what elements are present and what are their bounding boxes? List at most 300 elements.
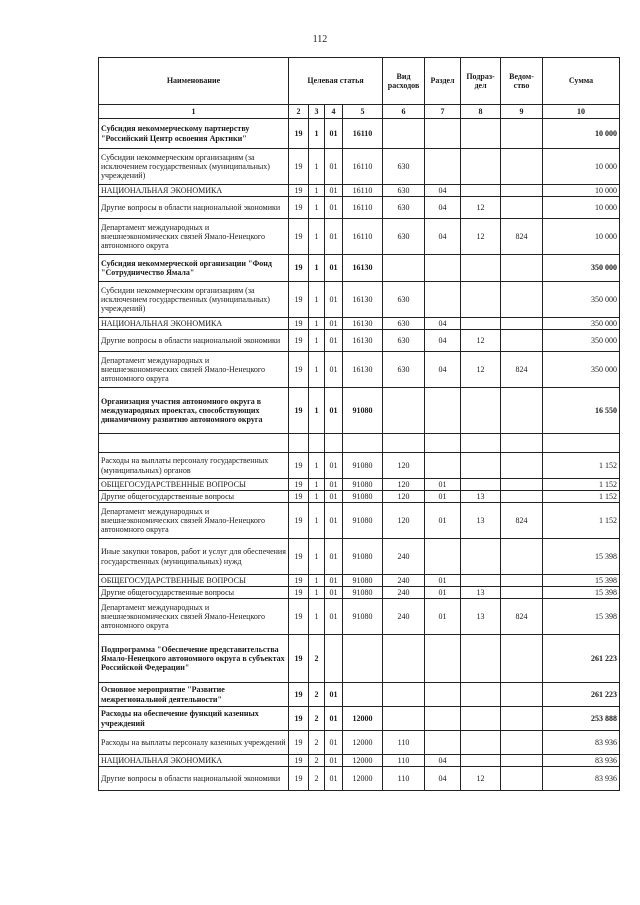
header-expense-type: Вид расходов xyxy=(383,58,425,105)
row-expense-type: 120 xyxy=(383,491,425,503)
row-dept: 824 xyxy=(501,599,543,635)
row-sum: 16 550 xyxy=(543,388,620,434)
row-activity: 01 xyxy=(325,575,343,587)
row-program: 19 xyxy=(289,503,309,539)
row-dept xyxy=(501,282,543,318)
row-section: 04 xyxy=(425,767,461,791)
row-activity: 01 xyxy=(325,255,343,282)
row-subprogram: 1 xyxy=(309,185,325,197)
row-sum: 350 000 xyxy=(543,318,620,330)
table-row xyxy=(99,197,620,219)
header-dept: Ведом- ство xyxy=(501,58,543,105)
row-name: Расходы на выплаты персоналу казенных учреждений xyxy=(99,731,289,755)
column-number: 10 xyxy=(543,105,620,119)
row-subsection xyxy=(461,318,501,330)
row-expense-type xyxy=(383,255,425,282)
row-sum: 261 223 xyxy=(543,683,620,707)
row-program: 19 xyxy=(289,575,309,587)
row-activity: 01 xyxy=(325,539,343,575)
row-section xyxy=(425,149,461,185)
row-dept xyxy=(501,755,543,767)
row-sum: 253 888 xyxy=(543,707,620,731)
row-program: 19 xyxy=(289,149,309,185)
row-expense-type xyxy=(383,388,425,434)
row-expense-type: 630 xyxy=(383,185,425,197)
row-section: 04 xyxy=(425,318,461,330)
row-direction: 91080 xyxy=(343,388,383,434)
row-program xyxy=(289,434,309,453)
row-name: Субсидия некоммерческой организации "Фонд "Сотрудничество Ямала" xyxy=(99,255,289,282)
row-activity: 01 xyxy=(325,453,343,479)
row-activity: 01 xyxy=(325,599,343,635)
row-direction: 91080 xyxy=(343,599,383,635)
row-direction: 16130 xyxy=(343,330,383,352)
row-program: 19 xyxy=(289,767,309,791)
row-name: Департамент международных и внешнеэкономических связей Ямало-Ненецкого автономного округа xyxy=(99,352,289,388)
row-section xyxy=(425,707,461,731)
table-row xyxy=(99,503,620,539)
row-program: 19 xyxy=(289,119,309,149)
row-sum: 83 936 xyxy=(543,731,620,755)
row-name: ОБЩЕГОСУДАРСТВЕННЫЕ ВОПРОСЫ xyxy=(99,575,289,587)
row-direction: 91080 xyxy=(343,453,383,479)
page-number: 112 xyxy=(312,34,328,45)
row-dept xyxy=(501,453,543,479)
row-expense-type: 630 xyxy=(383,330,425,352)
row-expense-type: 630 xyxy=(383,282,425,318)
row-direction xyxy=(343,635,383,683)
row-subsection: 12 xyxy=(461,197,501,219)
row-section: 01 xyxy=(425,491,461,503)
column-number: 6 xyxy=(383,105,425,119)
row-section: 04 xyxy=(425,352,461,388)
row-expense-type: 240 xyxy=(383,599,425,635)
row-direction: 12000 xyxy=(343,707,383,731)
row-program: 19 xyxy=(289,491,309,503)
row-name: Другие вопросы в области национальной экономики xyxy=(99,197,289,219)
row-dept xyxy=(501,539,543,575)
row-dept xyxy=(501,388,543,434)
table-row xyxy=(99,185,620,197)
row-subprogram: 2 xyxy=(309,755,325,767)
row-expense-type: 110 xyxy=(383,767,425,791)
row-program: 19 xyxy=(289,185,309,197)
row-activity: 01 xyxy=(325,491,343,503)
row-expense-type xyxy=(383,683,425,707)
row-name xyxy=(99,434,289,453)
row-subsection xyxy=(461,434,501,453)
row-direction: 12000 xyxy=(343,767,383,791)
row-direction: 91080 xyxy=(343,539,383,575)
row-subsection xyxy=(461,683,501,707)
table-row xyxy=(99,352,620,388)
table-row xyxy=(99,388,620,434)
row-subsection xyxy=(461,282,501,318)
row-name: Другие вопросы в области национальной экономики xyxy=(99,330,289,352)
row-subsection xyxy=(461,635,501,683)
row-name: Расходы на выплаты персоналу государственных (муниципальных) органов xyxy=(99,453,289,479)
row-subprogram: 1 xyxy=(309,282,325,318)
row-expense-type: 110 xyxy=(383,731,425,755)
row-name: Департамент международных и внешнеэкономических связей Ямало-Ненецкого автономного округа xyxy=(99,503,289,539)
row-section: 01 xyxy=(425,503,461,539)
row-subprogram: 1 xyxy=(309,453,325,479)
row-name: Департамент международных и внешнеэкономических связей Ямало-Ненецкого автономного округа xyxy=(99,599,289,635)
row-program: 19 xyxy=(289,635,309,683)
table-row xyxy=(99,599,620,635)
row-activity: 01 xyxy=(325,767,343,791)
row-sum: 15 398 xyxy=(543,539,620,575)
row-direction: 16110 xyxy=(343,219,383,255)
row-program: 19 xyxy=(289,388,309,434)
row-section xyxy=(425,255,461,282)
row-section: 04 xyxy=(425,755,461,767)
row-program: 19 xyxy=(289,707,309,731)
header-row xyxy=(99,58,620,105)
row-section xyxy=(425,119,461,149)
budget-table xyxy=(98,57,620,791)
row-dept: 824 xyxy=(501,219,543,255)
header-name: Наименование xyxy=(99,58,289,105)
column-number: 9 xyxy=(501,105,543,119)
row-direction: 91080 xyxy=(343,575,383,587)
row-activity: 01 xyxy=(325,587,343,599)
row-dept xyxy=(501,575,543,587)
row-program: 19 xyxy=(289,330,309,352)
row-direction: 16110 xyxy=(343,185,383,197)
row-activity xyxy=(325,434,343,453)
row-section: 04 xyxy=(425,185,461,197)
row-subsection xyxy=(461,453,501,479)
table-row xyxy=(99,453,620,479)
row-direction: 16130 xyxy=(343,352,383,388)
row-section: 01 xyxy=(425,575,461,587)
row-subprogram: 1 xyxy=(309,197,325,219)
row-sum: 10 000 xyxy=(543,197,620,219)
row-expense-type: 630 xyxy=(383,318,425,330)
row-sum: 350 000 xyxy=(543,282,620,318)
row-expense-type: 630 xyxy=(383,197,425,219)
row-direction xyxy=(343,683,383,707)
row-program: 19 xyxy=(289,318,309,330)
row-section xyxy=(425,731,461,755)
row-dept xyxy=(501,707,543,731)
row-subsection xyxy=(461,731,501,755)
row-subprogram: 1 xyxy=(309,318,325,330)
row-subprogram: 1 xyxy=(309,479,325,491)
row-subsection xyxy=(461,575,501,587)
row-name: Другие общегосударственные вопросы xyxy=(99,491,289,503)
row-expense-type xyxy=(383,434,425,453)
row-subprogram: 2 xyxy=(309,683,325,707)
table-row xyxy=(99,119,620,149)
row-name: Другие вопросы в области национальной экономики xyxy=(99,767,289,791)
row-sum: 10 000 xyxy=(543,119,620,149)
row-dept xyxy=(501,197,543,219)
row-sum: 15 398 xyxy=(543,599,620,635)
row-direction: 91080 xyxy=(343,479,383,491)
header-target: Целевая статья xyxy=(289,58,383,105)
row-subsection xyxy=(461,539,501,575)
table-row xyxy=(99,330,620,352)
row-program: 19 xyxy=(289,683,309,707)
row-name: НАЦИОНАЛЬНАЯ ЭКОНОМИКА xyxy=(99,755,289,767)
row-section xyxy=(425,453,461,479)
row-dept: 824 xyxy=(501,503,543,539)
table-row xyxy=(99,219,620,255)
row-subprogram: 1 xyxy=(309,491,325,503)
row-subprogram: 1 xyxy=(309,352,325,388)
row-sum: 10 000 xyxy=(543,149,620,185)
row-direction xyxy=(343,434,383,453)
row-direction: 16110 xyxy=(343,149,383,185)
table-row xyxy=(99,282,620,318)
row-subsection: 13 xyxy=(461,599,501,635)
row-activity: 01 xyxy=(325,282,343,318)
table-row xyxy=(99,479,620,491)
table-row xyxy=(99,683,620,707)
row-name: НАЦИОНАЛЬНАЯ ЭКОНОМИКА xyxy=(99,318,289,330)
row-activity: 01 xyxy=(325,197,343,219)
row-activity: 01 xyxy=(325,352,343,388)
table-row xyxy=(99,491,620,503)
row-subprogram: 1 xyxy=(309,219,325,255)
table-row xyxy=(99,318,620,330)
row-activity: 01 xyxy=(325,479,343,491)
row-program: 19 xyxy=(289,453,309,479)
row-activity: 01 xyxy=(325,149,343,185)
row-subprogram: 1 xyxy=(309,330,325,352)
row-expense-type: 240 xyxy=(383,539,425,575)
row-section: 04 xyxy=(425,330,461,352)
row-expense-type: 120 xyxy=(383,453,425,479)
row-direction: 16130 xyxy=(343,318,383,330)
row-section: 04 xyxy=(425,219,461,255)
column-number-row xyxy=(99,105,620,119)
row-section: 01 xyxy=(425,599,461,635)
row-name: Основное мероприятие "Развитие межрегиональной деятельности" xyxy=(99,683,289,707)
row-subprogram: 1 xyxy=(309,575,325,587)
row-dept xyxy=(501,479,543,491)
table-row xyxy=(99,539,620,575)
row-program: 19 xyxy=(289,731,309,755)
row-subsection xyxy=(461,149,501,185)
row-expense-type: 240 xyxy=(383,575,425,587)
table-row xyxy=(99,587,620,599)
row-direction: 12000 xyxy=(343,731,383,755)
row-name: Субсидии некоммерческим организациям (за исключением государственных (муниципальных) учреждений) xyxy=(99,149,289,185)
row-name: Организация участия автономного округа в международных проектах, способствующих динамичному развитию автономного округа xyxy=(99,388,289,434)
row-activity: 01 xyxy=(325,503,343,539)
row-subprogram: 1 xyxy=(309,388,325,434)
row-program: 19 xyxy=(289,479,309,491)
row-subsection: 12 xyxy=(461,352,501,388)
row-name: Подпрограмма "Обеспечение представительства Ямало-Ненецкого автономного округа в субъектах Российской Федерации" xyxy=(99,635,289,683)
row-sum: 1 152 xyxy=(543,491,620,503)
row-program: 19 xyxy=(289,755,309,767)
row-sum: 83 936 xyxy=(543,767,620,791)
row-subprogram: 1 xyxy=(309,503,325,539)
row-activity: 01 xyxy=(325,755,343,767)
row-dept xyxy=(501,683,543,707)
row-section: 01 xyxy=(425,587,461,599)
row-section: 04 xyxy=(425,197,461,219)
row-dept xyxy=(501,491,543,503)
row-sum: 350 000 xyxy=(543,352,620,388)
row-subprogram: 1 xyxy=(309,255,325,282)
header-subsection: Подраз- дел xyxy=(461,58,501,105)
row-subsection xyxy=(461,255,501,282)
row-subsection: 12 xyxy=(461,219,501,255)
row-name: Другие общегосударственные вопросы xyxy=(99,587,289,599)
table-row xyxy=(99,575,620,587)
row-activity: 01 xyxy=(325,388,343,434)
row-activity: 01 xyxy=(325,707,343,731)
row-expense-type: 120 xyxy=(383,503,425,539)
row-expense-type: 630 xyxy=(383,149,425,185)
row-sum: 1 152 xyxy=(543,453,620,479)
row-direction: 91080 xyxy=(343,503,383,539)
row-subsection xyxy=(461,755,501,767)
row-expense-type xyxy=(383,119,425,149)
row-dept xyxy=(501,731,543,755)
table-row xyxy=(99,707,620,731)
table-row xyxy=(99,255,620,282)
row-activity: 01 xyxy=(325,731,343,755)
row-subprogram: 2 xyxy=(309,767,325,791)
column-number: 5 xyxy=(343,105,383,119)
row-dept xyxy=(501,149,543,185)
row-program: 19 xyxy=(289,587,309,599)
row-subprogram: 2 xyxy=(309,731,325,755)
row-subprogram: 1 xyxy=(309,587,325,599)
table-row xyxy=(99,767,620,791)
row-dept xyxy=(501,587,543,599)
row-name: Расходы на обеспечение функций казенных учреждений xyxy=(99,707,289,731)
row-name: Субсидии некоммерческим организациям (за исключением государственных (муниципальных) учреждений) xyxy=(99,282,289,318)
table-row xyxy=(99,635,620,683)
row-dept xyxy=(501,635,543,683)
header-sum: Сумма xyxy=(543,58,620,105)
row-subsection: 13 xyxy=(461,503,501,539)
row-program: 19 xyxy=(289,219,309,255)
row-section xyxy=(425,683,461,707)
row-direction: 16110 xyxy=(343,197,383,219)
row-sum xyxy=(543,434,620,453)
column-number: 8 xyxy=(461,105,501,119)
row-sum: 15 398 xyxy=(543,587,620,599)
row-sum: 261 223 xyxy=(543,635,620,683)
column-number: 2 xyxy=(289,105,309,119)
row-activity: 01 xyxy=(325,219,343,255)
row-program: 19 xyxy=(289,539,309,575)
row-name: Субсидия некоммерческому партнерству "Российский Центр освоения Арктики" xyxy=(99,119,289,149)
row-dept xyxy=(501,318,543,330)
row-dept xyxy=(501,119,543,149)
column-number: 1 xyxy=(99,105,289,119)
row-subprogram xyxy=(309,434,325,453)
row-subsection xyxy=(461,119,501,149)
row-section: 01 xyxy=(425,479,461,491)
row-section xyxy=(425,635,461,683)
row-sum: 10 000 xyxy=(543,219,620,255)
row-subsection: 12 xyxy=(461,330,501,352)
row-direction: 16130 xyxy=(343,255,383,282)
table-row xyxy=(99,149,620,185)
table-spacer-row xyxy=(99,434,620,453)
row-sum: 1 152 xyxy=(543,479,620,491)
row-program: 19 xyxy=(289,282,309,318)
row-expense-type: 120 xyxy=(383,479,425,491)
row-direction: 16110 xyxy=(343,119,383,149)
row-direction: 16130 xyxy=(343,282,383,318)
table-row xyxy=(99,731,620,755)
row-name: НАЦИОНАЛЬНАЯ ЭКОНОМИКА xyxy=(99,185,289,197)
row-program: 19 xyxy=(289,352,309,388)
row-subsection xyxy=(461,707,501,731)
row-sum: 1 152 xyxy=(543,503,620,539)
row-expense-type xyxy=(383,635,425,683)
column-number: 4 xyxy=(325,105,343,119)
row-dept: 824 xyxy=(501,352,543,388)
row-name: Иные закупки товаров, работ и услуг для обеспечения государственных (муниципальных) нужд xyxy=(99,539,289,575)
row-name: Департамент международных и внешнеэкономических связей Ямало-Ненецкого автономного округа xyxy=(99,219,289,255)
row-expense-type: 630 xyxy=(383,352,425,388)
row-sum: 350 000 xyxy=(543,255,620,282)
row-section xyxy=(425,388,461,434)
row-direction: 91080 xyxy=(343,587,383,599)
row-section xyxy=(425,282,461,318)
row-program: 19 xyxy=(289,197,309,219)
row-dept xyxy=(501,185,543,197)
row-activity: 01 xyxy=(325,185,343,197)
row-subprogram: 1 xyxy=(309,539,325,575)
row-subprogram: 1 xyxy=(309,119,325,149)
row-name: ОБЩЕГОСУДАРСТВЕННЫЕ ВОПРОСЫ xyxy=(99,479,289,491)
header-section: Раздел xyxy=(425,58,461,105)
row-expense-type: 630 xyxy=(383,219,425,255)
row-activity xyxy=(325,635,343,683)
row-expense-type: 110 xyxy=(383,755,425,767)
row-activity: 01 xyxy=(325,683,343,707)
row-subsection xyxy=(461,185,501,197)
table-row xyxy=(99,755,620,767)
row-expense-type: 240 xyxy=(383,587,425,599)
row-direction: 91080 xyxy=(343,491,383,503)
row-dept xyxy=(501,767,543,791)
row-activity: 01 xyxy=(325,318,343,330)
row-direction: 12000 xyxy=(343,755,383,767)
row-activity: 01 xyxy=(325,119,343,149)
row-subprogram: 1 xyxy=(309,599,325,635)
row-dept xyxy=(501,330,543,352)
row-subprogram: 2 xyxy=(309,635,325,683)
row-dept xyxy=(501,434,543,453)
table-body xyxy=(99,119,620,791)
column-number: 7 xyxy=(425,105,461,119)
row-sum: 350 000 xyxy=(543,330,620,352)
row-expense-type xyxy=(383,707,425,731)
row-program: 19 xyxy=(289,255,309,282)
row-subsection: 13 xyxy=(461,587,501,599)
row-subsection xyxy=(461,479,501,491)
row-activity: 01 xyxy=(325,330,343,352)
row-section xyxy=(425,539,461,575)
row-sum: 10 000 xyxy=(543,185,620,197)
row-sum: 15 398 xyxy=(543,575,620,587)
column-number: 3 xyxy=(309,105,325,119)
row-dept xyxy=(501,255,543,282)
